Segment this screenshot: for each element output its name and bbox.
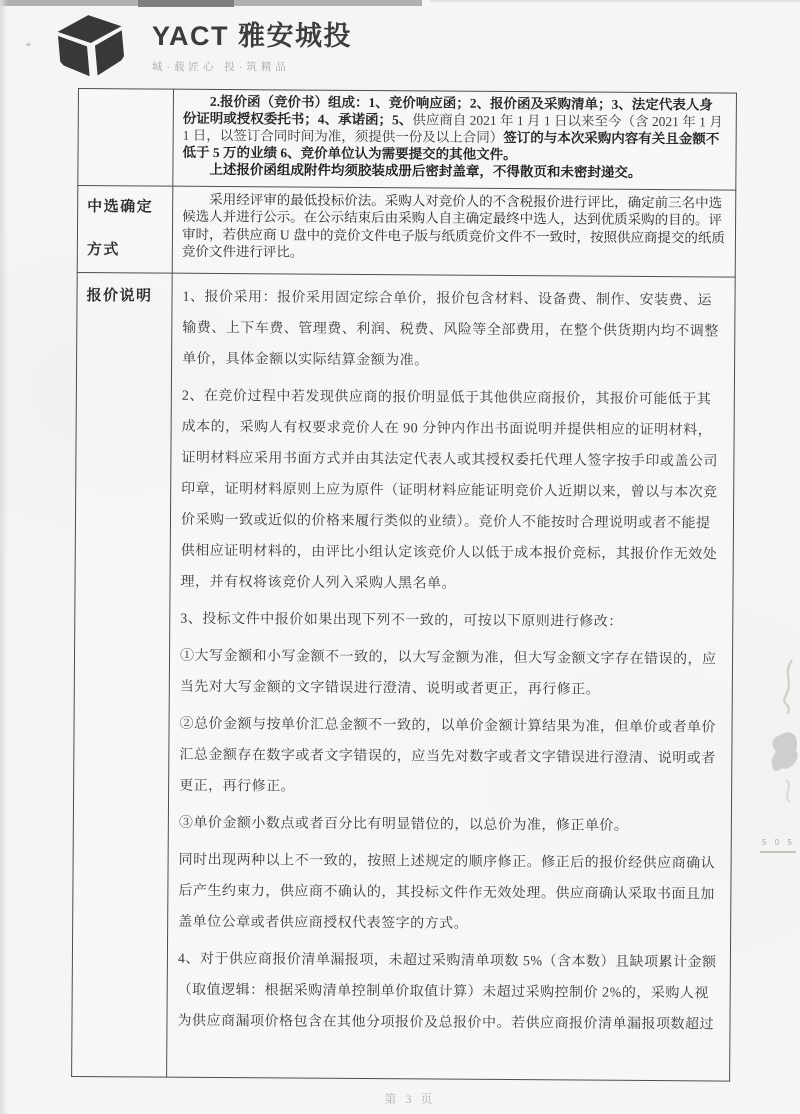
- stamp-digits: 5 0 5: [762, 838, 795, 847]
- table-row-quote-notes: [72, 272, 736, 1081]
- scan-ink-artifact: [742, 640, 800, 875]
- stamp-underline: [760, 851, 796, 853]
- brand-name: YACT 雅安城投: [152, 21, 353, 51]
- scan-edge-artifact-top-dark: [138, 0, 234, 7]
- logo-text-block: [152, 14, 352, 74]
- quote-notes-content-cell: [167, 273, 736, 1081]
- selection-method-label: 中选确定方式: [77, 186, 173, 274]
- document-sheet: [71, 88, 736, 1082]
- bid-letter-label-cell: [78, 89, 174, 187]
- ink-smudge-icon: [742, 640, 800, 875]
- bid-letter-binding-note: 上述报价函组成附件均须胶装成册后密封盖章，不得散页和未密封递交。: [209, 161, 642, 180]
- spec-table: [71, 88, 737, 1082]
- bid-letter-paragraph: [182, 94, 725, 165]
- quote-paragraph-5: ②总价金额与按单价汇总金额不一致的，以单价金额计算结果为准，但单价或者单价汇总金额存在数字或者文字错误的，应当先对数字或者文字错误进行澄清、说明或者更正，再行修正。: [179, 716, 717, 795]
- company-logo: [56, 14, 352, 78]
- brand-tagline: 城·载匠心 投·筑精品: [152, 60, 290, 73]
- page-number: 第 3 页: [384, 1092, 436, 1106]
- bid-letter-run-dates: 供应商自 2021 年 1 月 1 日以来至今（含 2021 年 1 月 1 日，以签订合同时间为准，须提供一份及以上合同）: [182, 112, 723, 145]
- quote-paragraph-6: ③单价金额小数点或者百分比有明显错位的，以总价为准，修正单价。: [178, 815, 629, 834]
- scan-edge-artifact-left: [0, 0, 8, 1114]
- quote-paragraph-4: ①大写金额和小写金额不一致的，以大写金额为准，但大写金额文字存在错误的，应当先对大写金额的文字错误进行澄清、说明或者更正，再行修正。: [179, 648, 717, 698]
- quote-paragraph-1: 1、报价采用：报价采用固定综合单价，报价包含材料、设备费、制作、安装费、运输费、上下车费、管理费、利润、税费、风险等全部费用，在整个供货期内均不调整单价，具体金额以实际结算金额为准。: [182, 289, 719, 369]
- quote-notes-label: 报价说明: [72, 272, 173, 1077]
- quote-paragraph-8: 4、对于供应商报价清单漏报项，未超过采购清单项数 5%（含本数）且缺项累计金额（取值逻辑：根据采购清单控制单价取值计算）未超过采购控制价 2%的，采购人视为供应商漏项价格包含在其他分项报价及总报价中。若供应商报价清单漏报项数超过: [177, 951, 717, 1033]
- quote-paragraph-2: 2、在竞价过程中若发现供应商的报价明显低于其他供应商报价，其报价可能低于其成本的，采购人有权要求竞价人在 90 分钟内作出书面说明并提供相应的证明材料，证明材料应采用书面方式并由其法定代表人或其授权委托代理人签字按手印或盖公司印章，证明材料原则上应为原件（证明材料应能证明竞价人近期以来，曾以与本次竞价采购一致或近似的价格来履行类似的业绩）。竞价人不能按时合理说明或者不能提供相应证明材料的，由评比小组认定该竞价人以低于成本报价竞标，其报价作无效处理，并有权将该竞价人列入采购人黑名单。: [180, 388, 718, 592]
- scan-speck: [26, 43, 31, 46]
- quote-paragraph-3: 3、投标文件中报价如果出现下列不一致的，可按以下原则进行修改：: [180, 611, 623, 630]
- cube-logo-icon: [53, 11, 128, 81]
- scan-edge-artifact-hairline: [430, 0, 800, 2]
- bid-letter-content-cell: [173, 89, 737, 190]
- selection-method-text: 采用经评审的最低投标价法。采购人对竞价人的不含税报价进行评比，确定前三名中选候选人并进行公示。在公示结束后由采购人自主确定最终中选人，达到优质采购的目的。评审时，若供应商 U 盘中的竞价文件电子版与纸质竞价文件不一致时，按照供应商提交的纸质竞价文件进行评比。: [181, 191, 726, 260]
- table-row-selection-method: [77, 186, 736, 278]
- quote-paragraph-7: 同时出现两种以上不一致的，按照上述规定的顺序修正。修正后的报价经供应商确认后产生约束力，供应商不确认的，其投标文件作无效处理。供应商确认采取书面且加盖单位公章或者供应商授权代表签字的方式。: [178, 852, 716, 932]
- selection-method-content-cell: [172, 186, 736, 277]
- table-row-bid-letter: [78, 89, 737, 191]
- bid-letter-run-requirements: 签订的与本次采购内容有关且金额不低于 5 万的业绩 6、竞价单位认为需要提交的其他文件。: [182, 129, 720, 162]
- bid-letter-run-composition: 2.报价函（竞价书）组成：1、竞价响应函；2、报价函及采购清单；3、法定代表人身份证明或授权委托书；4、承诺函；5、: [182, 93, 713, 128]
